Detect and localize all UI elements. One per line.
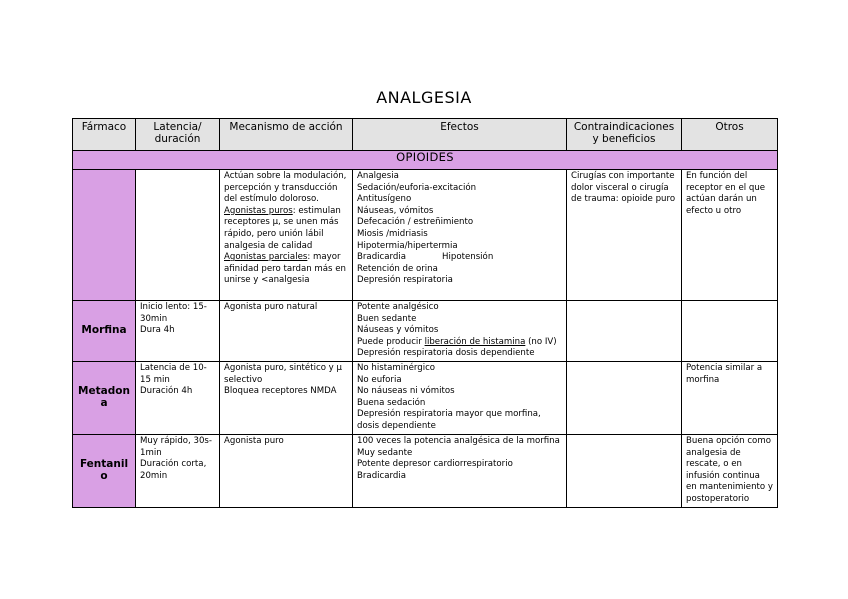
section-opioides: OPIOIDES [73, 151, 778, 170]
otros-cell-morfina [682, 301, 778, 362]
header-row [73, 119, 778, 151]
efecto-item: Bradicardia [357, 470, 407, 481]
mecanismo-cell-metadona [220, 361, 353, 434]
header-mecanismo: Mecanismo de acción [220, 119, 353, 151]
otros-cell-general [682, 170, 778, 301]
mecanismo-text: Agonista puro natural [224, 302, 318, 312]
table-row-fentanilo [73, 434, 778, 507]
section-row [73, 151, 778, 170]
efecto-item: 100 veces la potencia analgésica de la morfina [357, 435, 560, 446]
drug-cell-general [73, 170, 136, 301]
efecto-hipotension: Hipotensión [442, 252, 494, 263]
efecto-item: No histaminérgico [357, 362, 436, 373]
header-efectos: Efectos [353, 119, 567, 151]
drug-cell-morfina: Morfina [73, 301, 136, 362]
latencia-cell-morfina [136, 301, 220, 362]
contra-cell-fentanilo [567, 434, 682, 507]
efecto-item: Náuseas y vómitos [357, 325, 439, 336]
drug-cell-metadona: Metadona [73, 361, 136, 434]
efecto-item: Defecación / estreñimiento [357, 217, 474, 228]
latencia-line: Muy rápido, 30s-1min [140, 435, 213, 458]
efectos-cell-morfina [353, 301, 567, 362]
mecanismo-parciales [224, 252, 348, 287]
latencia-line: Dura 4h [140, 325, 175, 336]
efectos-cell-general [353, 170, 567, 301]
efectos-cell-fentanilo [353, 434, 567, 507]
efecto-item-histamina [357, 337, 562, 349]
efecto-item: Hipotermia/hipertermia [357, 240, 458, 251]
mecanismo-cell-morfina [220, 301, 353, 362]
efecto-item: Miosis /midriasis [357, 228, 428, 239]
efectos-cell-metadona [353, 361, 567, 434]
efecto-item: No euforia [357, 374, 402, 385]
efecto-item: No náuseas ni vómitos [357, 386, 455, 397]
efecto-item: Sedación/euforia-excitación [357, 182, 477, 193]
efecto-item: Antitusígeno [357, 194, 412, 205]
efecto-item: Potente analgésico [357, 302, 439, 312]
header-otros: Otros [682, 119, 778, 151]
contra-text: Cirugías con importante dolor visceral o cirugía de trauma: opioide puro [571, 171, 676, 205]
table-row-metadona [73, 361, 778, 434]
agonistas-parciales-text: : mayor afinidad pero tardan más en unirse y <analgesia [224, 252, 346, 286]
latencia-line: Duración 4h [140, 386, 193, 397]
efecto-item: Depresión respiratoria [357, 275, 453, 286]
efecto-post: (no IV) [525, 336, 557, 347]
drug-cell-fentanilo: Fentanilo [73, 434, 136, 507]
otros-cell-metadona [682, 361, 778, 434]
latencia-line: Inicio lento: 15-30min [140, 302, 207, 324]
contra-cell-general [567, 170, 682, 301]
latencia-cell-fentanilo [136, 434, 220, 507]
mecanismo-cell-general [220, 170, 353, 301]
efecto-item: Buena sedación [357, 397, 426, 408]
latencia-line: Duración corta, 20min [140, 459, 207, 481]
efecto-pre: Puede producir [357, 336, 425, 347]
efecto-bradicardia: Bradicardia [357, 252, 407, 263]
contra-cell-morfina [567, 301, 682, 362]
mecanismo-line: Bloquea receptores NMDA [224, 386, 337, 397]
otros-text: Potencia similar a morfina [686, 362, 763, 385]
header-farmaco: Fármaco [73, 119, 136, 151]
analgesia-table [72, 118, 778, 508]
mecanismo-line: Agonista puro, sintético y μ selectivo [224, 362, 342, 385]
latencia-cell-general [136, 170, 220, 301]
contra-cell-metadona [567, 361, 682, 434]
efecto-item: Analgesia [357, 171, 399, 181]
page-title: ANALGESIA [376, 88, 472, 107]
agonistas-parciales-label: Agonistas parciales [224, 252, 308, 263]
table-row-general [73, 170, 778, 301]
otros-text: En función del receptor en el que actúan darán un efecto u otro [686, 171, 766, 216]
efecto-item: Retención de orina [357, 263, 438, 274]
header-contraindicaciones: Contraindicaciones y beneficios [567, 119, 682, 151]
mecanismo-puros [224, 206, 348, 252]
liberacion-histamina: liberación de histamina [424, 336, 526, 347]
mecanismo-cell-fentanilo [220, 434, 353, 507]
efecto-item: Muy sedante [357, 447, 413, 458]
mecanismo-intro: Actúan sobre la modulación, percepción y transducción del estímulo doloroso. [224, 171, 347, 205]
efecto-item: Náuseas, vómitos [357, 205, 434, 216]
latencia-line: Latencia de 10-15 min [140, 362, 207, 385]
efecto-item: Depresión respiratoria mayor que morfina, dosis dependiente [357, 409, 541, 431]
efecto-item: Depresión respiratoria dosis dependiente [357, 348, 535, 359]
latencia-cell-metadona [136, 361, 220, 434]
agonistas-puros-text: : estimulan receptores μ, se unen más rápido, pero unión lábil analgesia de calidad [224, 205, 341, 251]
agonistas-puros-label: Agonistas puros [224, 205, 293, 216]
efecto-item: Buen sedante [357, 313, 417, 324]
mecanismo-text: Agonista puro [224, 435, 284, 446]
efecto-item: Potente depresor cardiorrespiratorio [357, 459, 513, 470]
table-row-morfina [73, 301, 778, 362]
otros-text: Buena opción como analgesia de rescate, o en infusión continua en mantenimiento y postoperatorio [686, 435, 773, 504]
efecto-item-bradicardia [357, 252, 562, 264]
otros-cell-fentanilo [682, 434, 778, 507]
header-latencia: Latencia/ duración [136, 119, 220, 151]
